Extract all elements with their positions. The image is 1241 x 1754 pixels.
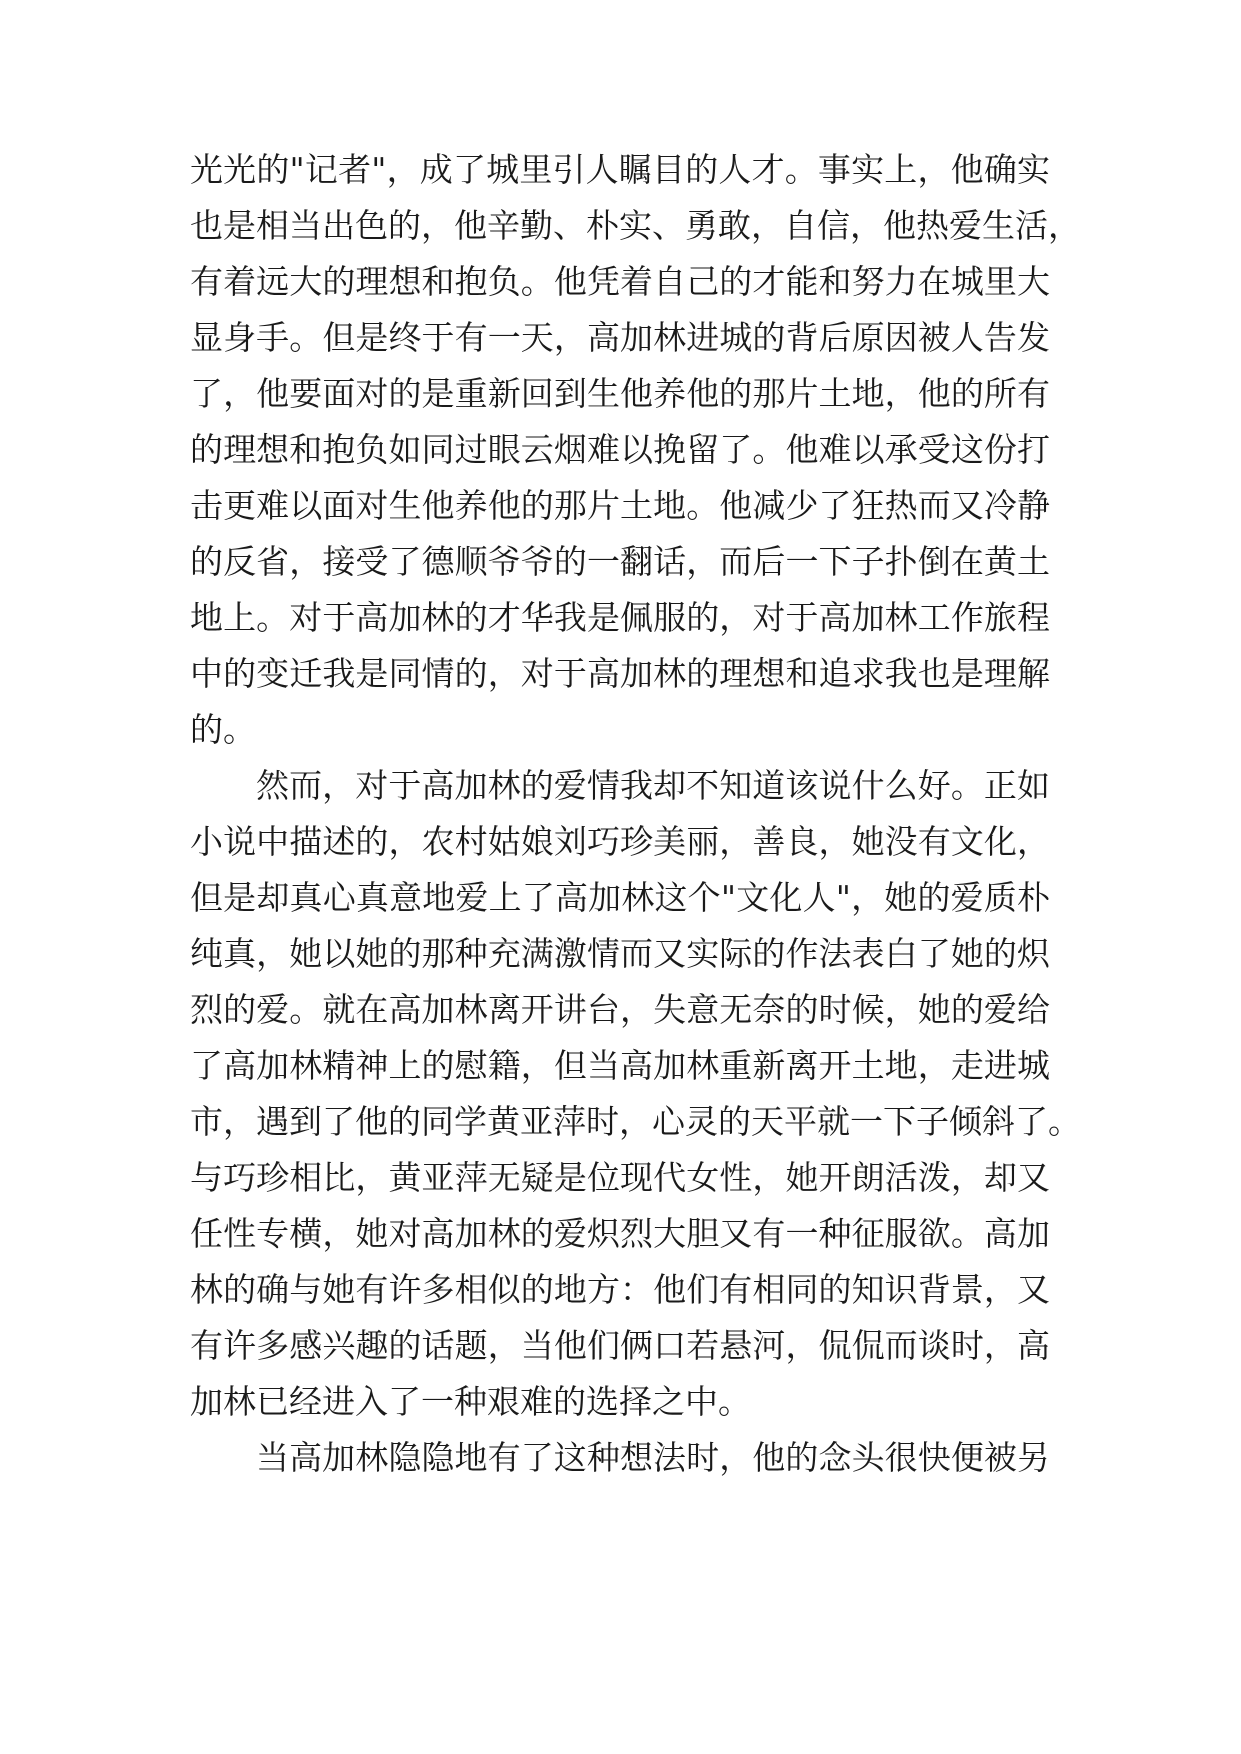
text-line: 中的变迁我是同情的，对于高加林的理想和追求我也是理解 [190,654,1050,693]
paragraph-first-line: 当高加林隐隐地有了这种想法时，他的念头很快便被另 [256,1438,1050,1477]
paragraph-first-line: 然而，对于高加林的爱情我却不知道该说什么好。正如 [256,766,1050,805]
text-line: 的。 [190,710,256,749]
text-line: 加林已经进入了一种艰难的选择之中。 [190,1382,751,1421]
text-line: 光光的"记者"，成了城里引人瞩目的人才。事实上，他确实 [190,150,1050,189]
text-line: 的反省，接受了德顺爷爷的一翻话，而后一下子扑倒在黄土 [190,542,1050,581]
text-line: 也是相当出色的，他辛勤、朴实、勇敢，自信，他热爱生活， [190,206,1081,245]
text-line: 击更难以面对生他养他的那片土地。他减少了狂热而又冷静 [190,486,1050,525]
text-line: 与巧珍相比，黄亚萍无疑是位现代女性，她开朗活泼，却又 [190,1158,1050,1197]
text-line: 了高加林精神上的慰籍，但当高加林重新离开土地，走进城 [190,1046,1050,1085]
text-line: 了，他要面对的是重新回到生他养他的那片土地，他的所有 [190,374,1050,413]
text-line: 的理想和抱负如同过眼云烟难以挽留了。他难以承受这份打 [190,430,1050,469]
text-line: 有着远大的理想和抱负。他凭着自己的才能和努力在城里大 [190,262,1050,301]
text-line: 地上。对于高加林的才华我是佩服的，对于高加林工作旅程 [190,598,1050,637]
text-line: 林的确与她有许多相似的地方：他们有相同的知识背景，又 [190,1270,1050,1309]
text-line: 但是却真心真意地爱上了高加林这个"文化人"，她的爱质朴 [190,878,1050,917]
text-line: 有许多感兴趣的话题，当他们俩口若悬河，侃侃而谈时，高 [190,1326,1050,1365]
text-line: 市，遇到了他的同学黄亚萍时，心灵的天平就一下子倾斜了。 [190,1102,1081,1141]
text-line: 任性专横，她对高加林的爱炽烈大胆又有一种征服欲。高加 [190,1214,1050,1253]
text-line: 烈的爱。就在高加林离开讲台，失意无奈的时候，她的爱给 [190,990,1050,1029]
text-line: 小说中描述的，农村姑娘刘巧珍美丽，善良，她没有文化， [190,822,1050,861]
text-line: 纯真，她以她的那种充满激情而又实际的作法表白了她的炽 [190,934,1050,973]
text-line: 显身手。但是终于有一天，高加林进城的背后原因被人告发 [190,318,1050,357]
